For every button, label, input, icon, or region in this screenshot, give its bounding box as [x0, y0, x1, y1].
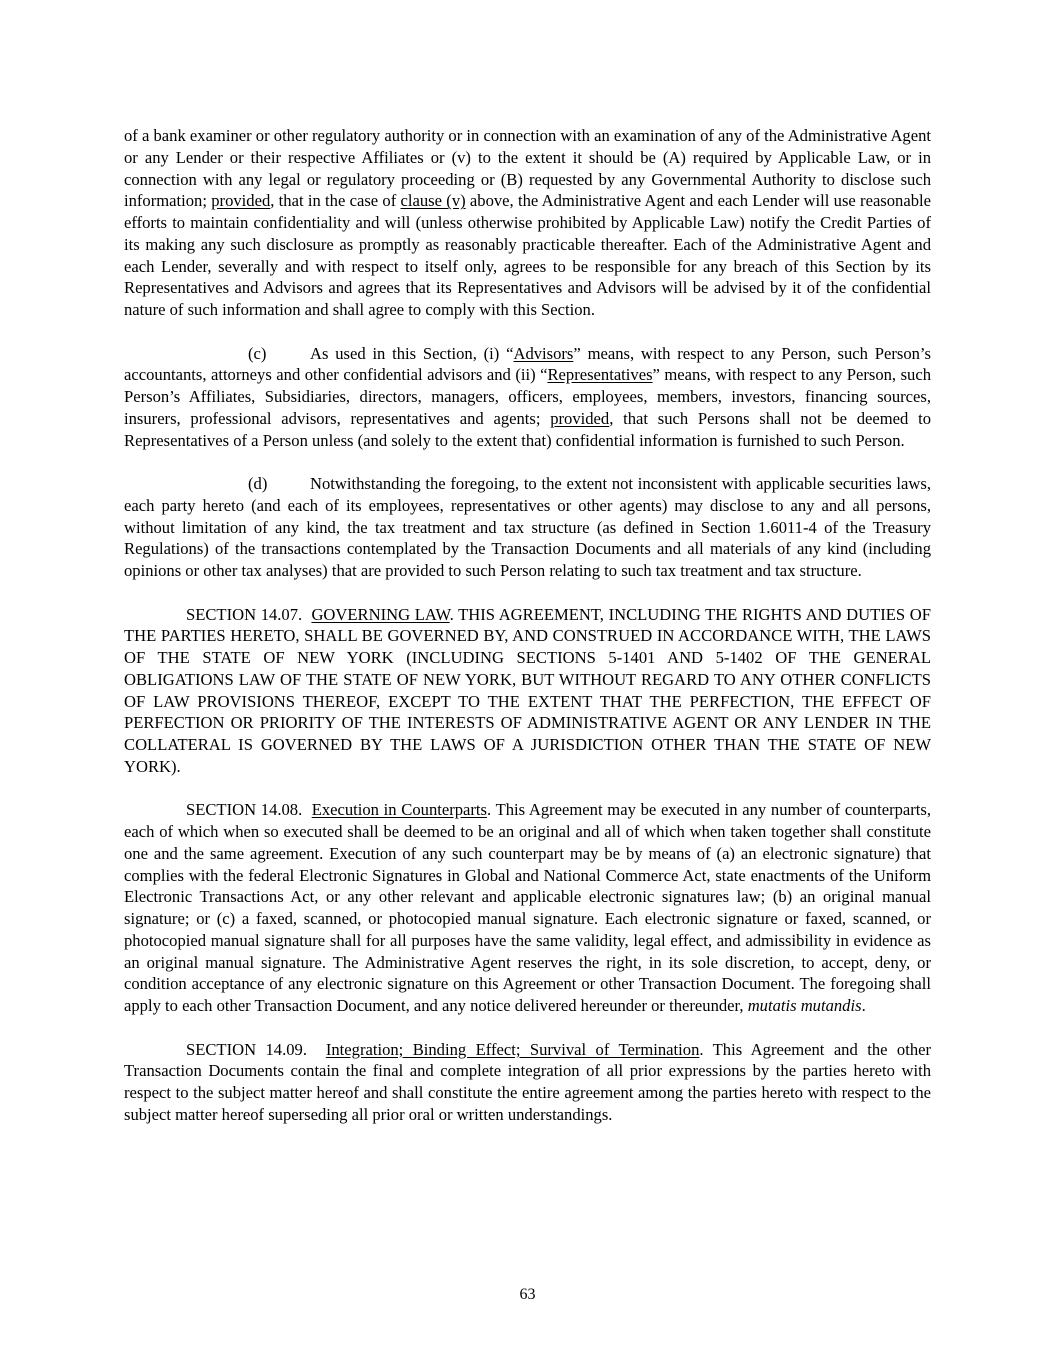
term-provided: provided — [550, 408, 610, 428]
subsection-label: (c) — [248, 343, 267, 363]
paragraph-c-definitions — [124, 343, 931, 452]
term-mutatis-mutandis: mutatis mutandis — [747, 996, 862, 1015]
section-number: SECTION 14.09. — [186, 1039, 307, 1059]
subsection-label: (d) — [248, 474, 268, 493]
text-run: , that such Persons shall not be deemed to Representatives of a Person unless (and solely to the extent that) confidential information is furnished to such Person. — [124, 408, 931, 450]
term-provided: provided — [211, 191, 271, 211]
text-run: . This Agreement may be executed in any number of counterparts, each of which when so executed shall be deemed to be an original and all of which when taken together shall constitute one and the same agreement. Execution of any such counterpart may be by means of (a) an electronic signature) that complies with the federal Electronic Signatures in Global and National Commerce Act, state enactments of the Uniform Electronic Transactions Act, or any other relevant and applicable electronic signatures law; (b) an original manual signature; or (c) a faxed, scanned, or photocopied manual signature. Each electronic signature or faxed, scanned, or photocopied manual signature shall for all purposes have the same validity, legal effect, and admissibility in evidence as an original manual signature. The Administrative Agent reserves the right, in its sole discretion, to accept, deny, or condition acceptance of any electronic signature on this Agreement or other Transaction Document. The foregoing shall apply to each other Transaction Document, and any notice delivered hereunder or thereunder, — [124, 800, 931, 1015]
section-number: SECTION 14.07. — [186, 604, 303, 624]
section-14-07-governing-law — [124, 604, 931, 778]
page-number: 63 — [519, 1286, 536, 1303]
text-run: . THIS AGREEMENT, INCLUDING THE RIGHTS AND DUTIES OF THE PARTIES HERETO, SHALL BE GOVERNED BY, AND CONSTRUED IN ACCORDANCE WITH, THE LAWS OF THE STATE OF NEW YORK (INCLUDING SECTIONS 5-1401 AND 5-1402 OF THE GENERAL OBLIGATIONS LAW OF THE STATE OF NEW YORK, BUT WITHOUT REGARD TO ANY OTHER CONFLICTS OF LAW PROVISIONS THEREOF, EXCEPT TO THE EXTENT THAT THE PERFECTION, THE EFFECT OF PERFECTION OR PRIORITY OF THE INTERESTS OF ADMINISTRATIVE AGENT OR ANY LENDER IN THE COLLATERAL IS GOVERNED BY THE LAWS OF A JURISDICTION OTHER THAN THE STATE OF NEW YORK). — [124, 604, 931, 776]
section-title: Execution in Counterparts — [311, 800, 488, 820]
term-representatives: Representatives — [547, 365, 653, 385]
text-run: above, the Administrative Agent and each Lender will use reasonable efforts to maintain confidentiality and will (unless otherwise prohibited by Applicable Law) notify the Credit Parties of its making any such disclosure as promptly as reasonably practicable thereafter. Each of the Administrative Agent and each Lender, severally and with respect to itself only, agrees to be responsible for any breach of this Section by its Representatives and Advisors and agrees that its Representatives and Advisors will be advised by it of the confidential nature of such information and shall agree to comply with this Section. — [124, 191, 931, 319]
section-title: Integration; Binding Effect; Survival of Termination — [325, 1039, 700, 1059]
paragraph-confidentiality-continued — [124, 125, 931, 321]
section-title: GOVERNING LAW — [311, 604, 450, 624]
document-body — [124, 125, 931, 1126]
text-run: . This Agreement and the other Transaction Documents contain the final and complete integration of all prior expressions by the parties hereto with respect to the subject matter hereof and shall constitute the entire agreement among the parties hereto with respect to the subject matter hereof superseding all prior oral or written understandings. — [124, 1039, 932, 1124]
section-14-08-counterparts — [124, 799, 931, 1017]
term-clause-v: clause (v) — [400, 191, 466, 211]
text-run: As used in this Section, (i) “ — [310, 343, 514, 363]
text-run: ” means, with respect to any Person, such Person’s Affiliates, Subsidiaries, directors, managers, officers, employees, members, investors, financing sources, insurers, professional advisors, representatives and agents; — [124, 365, 931, 428]
section-number: SECTION 14.08. — [186, 800, 303, 820]
text-run: of a bank examiner or other regulatory authority or in connection with an examination of any of the Administrative Agent or any Lender or their respective Affiliates or (v) to the extent it should be (A) required by Applicable Law, or in connection with any legal or regulatory proceeding or (B) requested by any Governmental Authority to disclose such information; — [124, 126, 931, 211]
section-14-09-integration — [124, 1039, 931, 1126]
text-run: ” means, with respect to any Person, such Person’s accountants, attorneys and other confidential advisors and (ii) “ — [124, 343, 931, 385]
text-run: Notwithstanding the foregoing, to the extent not inconsistent with applicable securities laws, each party hereto (and each of its employees, representatives or other agents) may disclose to any and all persons, without limitation of any kind, the tax treatment and tax structure (as defined in Section 1.6011-4 of the Treasury Regulations) of the transactions contemplated by the Transaction Documents and all materials of any kind (including opinions or other tax analyses) that are provided to such Person relating to such tax treatment and tax structure. — [124, 474, 931, 580]
paragraph-d-tax-disclosure — [124, 473, 931, 582]
text-run: , that in the case of — [270, 191, 401, 211]
text-run: . — [861, 996, 866, 1015]
term-advisors: Advisors — [513, 343, 574, 363]
